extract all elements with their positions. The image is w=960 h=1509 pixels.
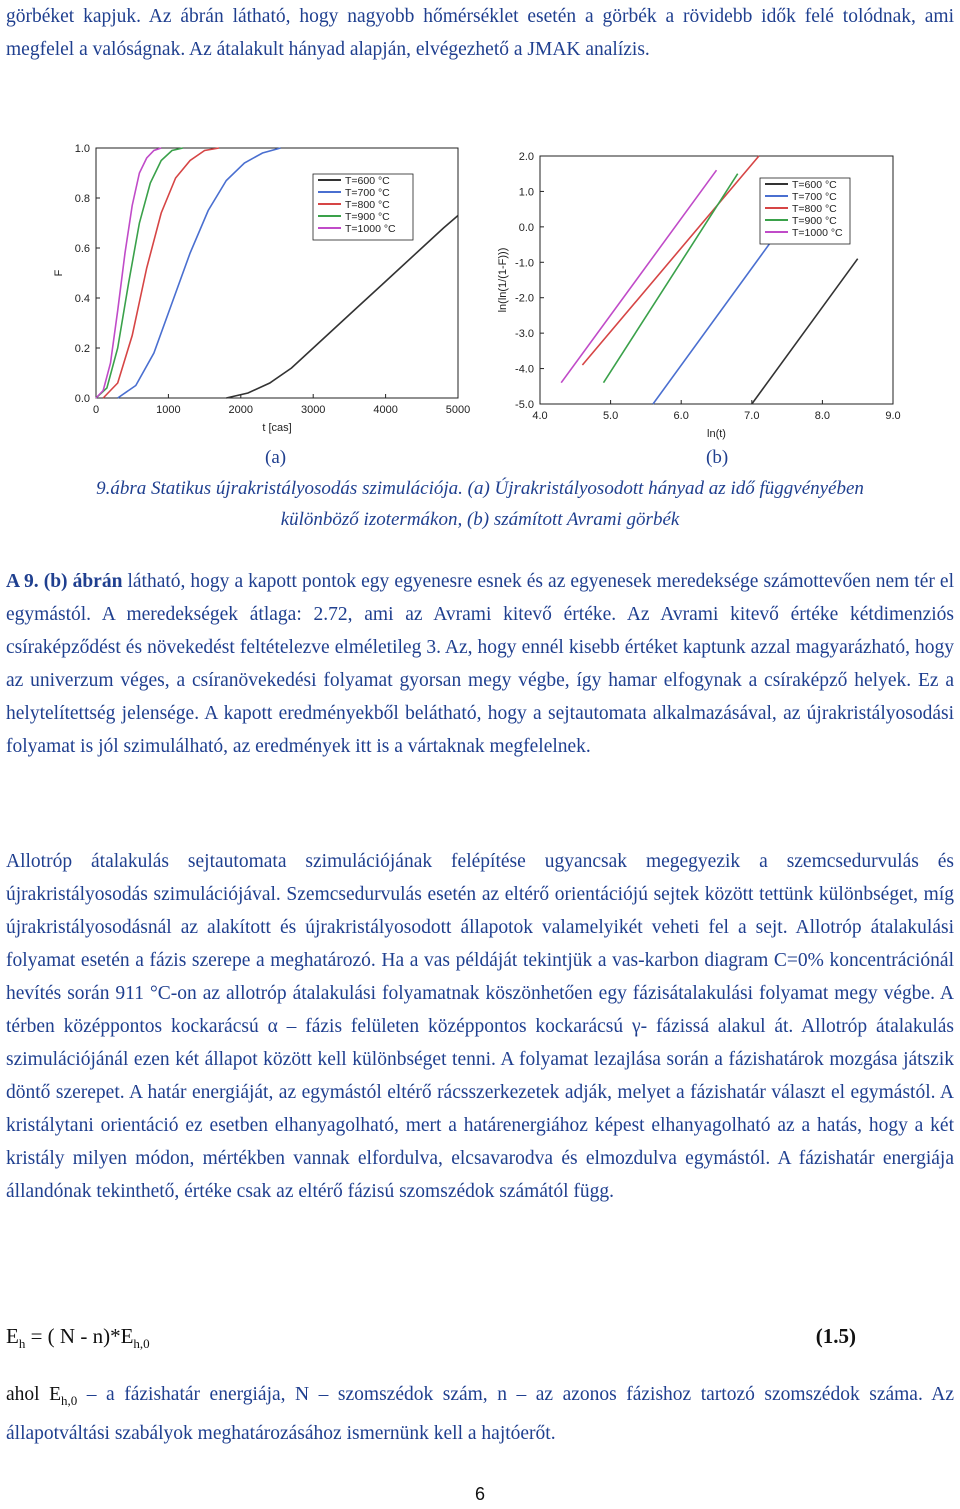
- x-tick-label: 0: [92, 404, 100, 416]
- x-tick-label: 4.0: [532, 410, 548, 422]
- eq-sub-h0: h,0: [133, 1336, 150, 1352]
- equation-number: (1.5): [815, 1324, 856, 1348]
- y-tick-label: 0.6: [74, 243, 90, 255]
- x-tick-label: 5000: [445, 404, 471, 416]
- legend-entry: T=600 °C: [792, 179, 837, 191]
- page-number: 6: [474, 1484, 485, 1504]
- y-tick-label: 1.0: [74, 143, 90, 155]
- series-line: [752, 259, 858, 404]
- x-tick-label: 5.0: [602, 410, 619, 422]
- x-tick-label: 3000: [300, 404, 326, 416]
- legend-entry: T=900 °C: [792, 215, 837, 227]
- x-tick-label: 9.0: [885, 410, 901, 422]
- series-line: [96, 148, 183, 398]
- x-tick-label: 2000: [228, 404, 254, 416]
- y-tick-label: -5.0: [515, 399, 534, 411]
- x-tick-label: 1000: [156, 404, 181, 416]
- series-line: [604, 174, 738, 383]
- legend-entry: T=900 °C: [345, 211, 390, 223]
- figure-reference: A 9. (b) ábrán: [6, 571, 123, 592]
- equation: [6, 1324, 150, 1352]
- body-paragraph-2: Allotróp átalakulás sejtautomata szimulációjának felépítése ugyancsak megegyezik a szemcsedurvulás és újrakristályosodás szimulációjával. Szemcsedurvulás esetén az eltérő orientációjú sejtek között tettünk különbséget, míg újrakristályosodásnál az alakított és újrakristályosodott állapotok valamelyikét veheti fel a sejt. Allotróp átalakulási folyamat esetén a fázis szerepe a meghatározó. Ha a vas példáját tekintjük a vas-karbon diagram C=0% koncentrációnál hevítés során 911 °C-on az allotróp átalakulási folyamatnak köszönhetően egy fázisátalakulási folyamat megy végbe. A térben középpontos kockarácsú α – fázis felületen középpontos kockarácsú γ- fázissá alakul át. Allotróp átalakulás szimulációjánál ezen két állapot között kell különbséget tenni. A folyamat lezajlása során a fázishatárok mozgása játszik döntő szerepet. A határ energiáját, az egymástól eltérő rácsszerkezetek adják, melyet a fázishatár választ el egymástól. A kristálytani orientáció ez esetben elhanyagolható, mert a határenergiához képest elhanyagolható az a hatás, hogy a két kristály milyen módon, mértékben vannak elfordulva, elcsavarodva és elmozdulva egymástól. A fázishatár energiája állandónak tekinthető, értéke csak az eltérő fázisú szomszédok számától függ.: [6, 851, 954, 1202]
- legend-entry: T=700 °C: [345, 187, 390, 199]
- series-line: [561, 170, 716, 383]
- x-tick-label: 8.0: [814, 410, 831, 422]
- eq-rhs: = ( N - n)*E: [25, 1324, 134, 1348]
- x-axis-label: ln(t): [707, 428, 726, 440]
- series-line: [118, 148, 281, 398]
- x-tick-label: 7.0: [744, 410, 760, 422]
- p3-rest: – a fázishatár energiája, N – szomszédok szám, n – az azonos fázishoz tartozó szomszédok száma. Az állapotváltási szabályok meghatározásához ismernünk kell a hajtóerőt.: [6, 1384, 955, 1444]
- x-axis-label: t [cas]: [262, 422, 292, 434]
- y-axis-label: ln(ln(1/(1-F))): [497, 247, 509, 313]
- chart-b-avrami-curves: [496, 140, 916, 440]
- p3-sub: h,0: [61, 1392, 78, 1408]
- y-tick-label: 0.8: [74, 193, 90, 205]
- legend-entry: T=700 °C: [792, 191, 837, 203]
- y-tick-label: -3.0: [515, 328, 534, 341]
- figure-caption-line1: 9.ábra Statikus újrakristályosodás szimulációja. (a) Újrakristályosodott hányad az idő függvényében: [96, 478, 864, 499]
- legend-entry: T=1000 °C: [792, 227, 843, 239]
- y-tick-label: 0.2: [74, 343, 90, 355]
- legend-entry: T=600 °C: [345, 175, 390, 187]
- y-tick-label: 0.4: [74, 293, 90, 305]
- eq-sub-h: h: [18, 1336, 26, 1352]
- series-line: [96, 148, 161, 398]
- x-tick-label: 4000: [373, 404, 398, 416]
- y-tick-label: -4.0: [515, 363, 534, 376]
- y-tick-label: 1.0: [518, 186, 534, 199]
- eq-e: E: [6, 1324, 19, 1348]
- y-tick-label: -1.0: [515, 257, 534, 270]
- figure-caption-line2: különböző izotermákon, (b) számított Avrami görbék: [280, 509, 680, 530]
- series-line: [582, 156, 759, 365]
- figure-label-b: (b): [706, 447, 729, 468]
- y-tick-label: 0.0: [518, 221, 534, 234]
- y-tick-label: -2.0: [515, 292, 534, 305]
- x-tick-label: 6.0: [673, 410, 689, 422]
- y-tick-label: 2.0: [518, 151, 534, 163]
- y-tick-label: 0.0: [74, 393, 90, 405]
- series-line: [103, 148, 219, 398]
- legend-entry: T=800 °C: [792, 203, 837, 215]
- figure-label-a: (a): [265, 447, 287, 468]
- y-axis-label: F: [53, 269, 65, 277]
- intro-paragraph: görbéket kapjuk. Az ábrán látható, hogy nagyobb hőmérséklet esetén a görbék a rövidebb idők felé tolódnak, ami megfelel a valóságnak. Az átalakult hányad alapján, elvégezhető a JMAK analízis.: [6, 6, 954, 60]
- body-paragraph-1-text: látható, hogy a kapott pontok egy egyenesre esnek és az egyenesek meredeksége számottevően nem tér el egymástól. A meredekségek átlaga: 2.72, ami az Avrami kitevő értéke. Az Avrami kitevő értéke kétdimenziós csíraképződést és növekedést feltételezve elméletileg 3. Az, hogy ennél kisebb értéket kaptunk azzal magyarázható, hogy az univerzum véges, a csíranövekedési folyamat gyorsan megy végbe, így hamar elfogynak a csíraképző helyek. Ez a helytelítettség jelensége. A kapott eredményekből belátható, hogy a sejtautomata alkalmazásával, az újrakristályosodási folyamat is jól szimulálható, az eredmények itt is a vártaknak megfelelnek.: [6, 571, 954, 757]
- legend-entry: T=800 °C: [345, 199, 390, 211]
- series-line: [226, 216, 458, 399]
- body-paragraph-3: [6, 1378, 954, 1450]
- legend-entry: T=1000 °C: [345, 223, 396, 235]
- chart-a-recrystallized-fraction: [48, 136, 488, 436]
- p3-pre: ahol E: [6, 1384, 62, 1405]
- body-paragraph-1: [6, 565, 954, 763]
